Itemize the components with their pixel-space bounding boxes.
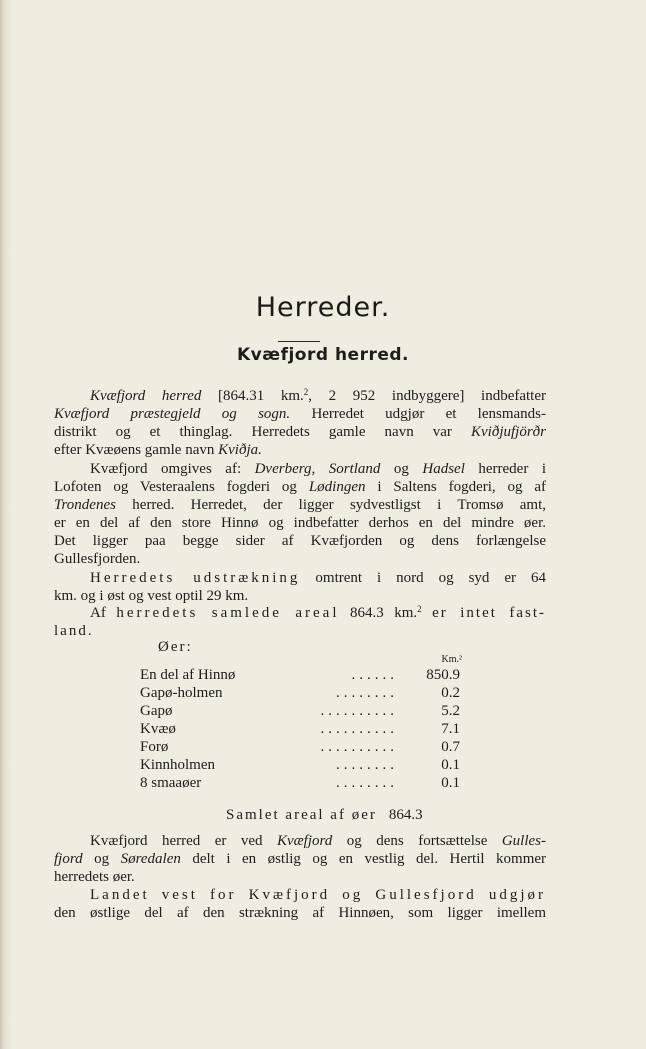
section-heading: Kvæfjord herred. [237, 345, 409, 365]
paragraph-line: km. og i øst og vest optil 29 km. [54, 588, 249, 604]
paragraph-line: Landet vest for Kvæfjord og Gullesfjord udgjør [90, 887, 546, 903]
paragraph-line: Kvæfjord herred [864.31 km.$^2$, 2 952 indbyggere] indbefatter [90, 387, 547, 404]
paragraph-line: Kvæfjord præstegjeld og sogn. Herredet udgjør et lensmands- [54, 406, 546, 422]
paragraph-line: Lofoten og Vesteraalens fogderi og Lødingen i Saltens fogderi, og af [54, 479, 547, 495]
paragraph-line: Det ligger paa begge sider af Kvæfjorden og dens forlængelse [54, 533, 546, 549]
unit-label: Km.² [441, 654, 462, 665]
table-row: Kvæø .......... 7.1 [140, 721, 460, 737]
islands-label: Øer: [158, 639, 193, 655]
table-row: Kinnholmen ........ 0.1 [140, 757, 460, 773]
paragraph-line: Af herredets samlede areal 864.3 km.$^2$ er intet fast- [90, 604, 547, 621]
paragraph-line: distrikt og et thinglag. Herredets gamle navn var Kviðjufjörðr [54, 424, 547, 440]
paragraph-line: herredets øer. [54, 869, 135, 885]
paragraph-line: Herredets udstrækning omtrent i nord og syd er 64 [90, 570, 546, 586]
table-row: Gapø .......... 5.2 [140, 703, 460, 719]
total-row: Samlet areal af øer 864.3 [226, 807, 423, 823]
page-heading: Herreder. [255, 292, 391, 323]
paragraph-line: Gullesfjorden. [54, 551, 141, 567]
table-row: 8 smaaøer ........ 0.1 [140, 775, 460, 791]
paragraph-line: er en del af den store Hinnø og indbefatter derhos en del mindre øer. [54, 515, 546, 531]
paragraph-line: den østlige del af den strækning af Hinnøen, som ligger imellem [54, 905, 546, 921]
paragraph-line: Kvæfjord herred er ved Kvæfjord og dens fortsættelse Gulles- [90, 833, 546, 849]
paragraph-line: efter Kvæøens gamle navn Kviðja. [54, 442, 262, 458]
paragraph-line: land. [54, 623, 94, 639]
heading-divider [278, 341, 320, 342]
table-row: Forø .......... 0.7 [140, 739, 460, 755]
paragraph-line: Trondenes herred. Herredet, der ligger sydvestligst i Tromsø amt, [54, 497, 547, 513]
table-row: En del af Hinnø ...... 850.9 [140, 667, 460, 683]
paragraph-line: Kvæfjord omgives af: Dverberg, Sortland og Hadsel herreder i [90, 461, 546, 477]
table-row: Gapø-holmen ........ 0.2 [140, 685, 460, 701]
paragraph-line: fjord og Søredalen delt i en østlig og en vestlig del. Hertil kommer [54, 851, 547, 867]
